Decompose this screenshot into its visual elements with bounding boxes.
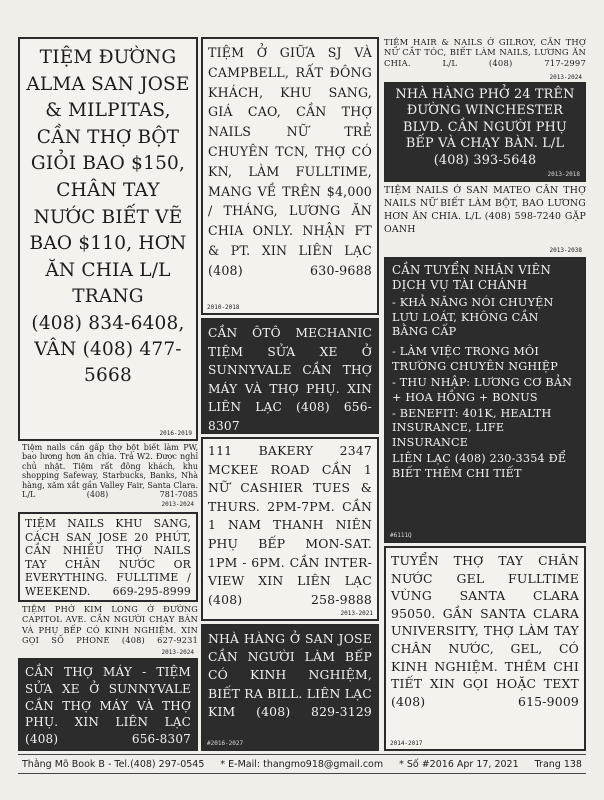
ad-pho-24-code: 2013-2018 bbox=[547, 171, 580, 178]
ad-alma-san-jose bbox=[18, 37, 198, 441]
footer-issue: * Số #2016 Apr 17, 2021 bbox=[399, 758, 519, 770]
ad-dich-vu-tai-chanh bbox=[384, 257, 586, 543]
ad-nha-hang-sj-code: #2016-2027 bbox=[207, 740, 244, 747]
ad-sj-campbell-code: 2010-2018 bbox=[207, 304, 240, 311]
ad-111-bakery bbox=[201, 437, 379, 621]
ad-alma-code: 2016-2019 bbox=[159, 430, 192, 437]
ad-gel-text: TUYỂN THỢ TAY CHÂN NƯỚC GEL FULLTIME VÙNG SANTA CLARA 95050. GẦN SANTA CLARA UNIVERSITY, THỢ LÀM TAY CHÂN NƯỚC, GEL, CÓ KINH NGHIỆM. THÊM CHI TIẾT XIN GỌI HOẶC TEXT (408) 615-9009 bbox=[391, 553, 579, 709]
ad-finance-line-1: - KHẢ NĂNG NÓI CHUYỆN LƯU LOÁT, KHÔNG CẦN BẰNG CẤP bbox=[392, 296, 554, 338]
ad-pho-kim-long bbox=[22, 604, 198, 656]
ad-finance-code: #6111Q bbox=[390, 532, 412, 539]
ad-san-mateo-code: 2013-2038 bbox=[549, 247, 582, 254]
ad-nha-hang-sj-text: NHÀ HÀNG Ở SAN JOSE CẦN NGƯỜI LÀM BẾP CÓ KINH NGHIỆM, BIẾT RA BILL. LIÊN LẠC KIM (408) 829-3129 bbox=[208, 631, 372, 719]
footer-publisher: Thằng Mõ Book B - Tel.(408) 297-0545 bbox=[22, 758, 205, 770]
ad-nails-khu-sang-text: TIỆM NAILS KHU SANG, CÁCH SAN JOSE 20 PHÚT, CẦN NHIỀU THỢ NAILS TAY CHÂN NƯỚC OR EVERYTHING. FULLTIME / WEEKEND. 669-295-8999 bbox=[25, 517, 191, 598]
ad-nha-hang-san-jose bbox=[201, 624, 379, 751]
ad-pho-24-text: NHÀ HÀNG PHỞ 24 TRÊN ĐƯỜNG WINCHESTER BLVD. CẦN NGƯỜI PHỤ BẾP VÀ CHẠY BÀN. L/L (408) 393-5648 bbox=[395, 87, 575, 168]
ad-tho-tay-chan-nuoc-gel bbox=[384, 546, 586, 751]
ad-alma-phone1: (408) 834-6408, bbox=[31, 312, 185, 334]
ad-sj-campbell bbox=[201, 37, 379, 315]
ad-alma-phone2: VÂN (408) 477-5668 bbox=[34, 338, 182, 386]
ad-nails-pw-text: Tiệm nails cần gấp thợ bột biết làm PW, bao lương hơn ăn chia. Trả W2. Được nghỉ chủ nhật. Tiệm rất đông khách, khu shopping Safeway, Starbucks, Banks, Nhà hàng, xăm xắt gần Valley Fair, Santa Clara. L/L (408) 781-7085 bbox=[22, 443, 198, 500]
ad-nails-pw bbox=[22, 443, 198, 509]
ad-111-bakery-text: 111 BAKERY 2347 MCKEE ROAD CẦN 1 NỮ CASHIER TUES & THURS. 2PM-7PM. CẦN 1 NAM THANH NIÊN PHỤ BẾP MON-SAT. 1PM - 6PM. CẦN INTER-VIEW XIN LIÊN LẠC (408) 258-9888 bbox=[208, 443, 372, 607]
footer-page-number: Trang 138 bbox=[534, 758, 582, 770]
ad-pho-kim-long-code: 2013-2024 bbox=[161, 649, 194, 656]
ad-finance-line-5: LIÊN LẠC (408) 230-3354 ĐỂ BIẾT THÊM CHI TIẾT bbox=[392, 452, 567, 480]
ad-finance-title: CẦN TUYỂN NHÂN VIÊN DỊCH VỤ TÀI CHÁNH bbox=[392, 263, 552, 292]
ad-finance-line-2: - LÀM VIỆC TRONG MÔI TRƯỜNG CHUYÊN NGHIỆP bbox=[392, 345, 559, 373]
ad-tho-may-text: CẦN THỢ MÁY - TIỆM SỬA XE Ở SUNNYVALE CẦN THỢ MÁY VÀ THỢ PHỤ. XIN LIÊN LẠC (408) 656-8307 bbox=[25, 665, 191, 747]
ad-finance-line-4: - BENEFIT: 401K, HEALTH INSURANCE, LIFE INSURANCE bbox=[392, 407, 552, 449]
ad-gilroy-code: 2013-2024 bbox=[549, 74, 582, 81]
ad-tho-may-sunnyvale bbox=[18, 658, 198, 751]
ad-oto-mechanic-text: CẦN ÔTÔ MECHANIC TIỆM SỬA XE Ở SUNNYVALE CẦN THỢ MÁY VÀ THỢ PHỤ. XIN LIÊN LẠC (408) 656-8307 bbox=[208, 326, 372, 433]
ad-gilroy-text: TIỆM HAIR & NAILS Ở GILROY, CẦN THỢ NỮ CẮT TÓC, BIẾT LÀM NAILS, LƯƠNG ĂN CHIA. L/L (408) 717-2997 bbox=[384, 37, 586, 68]
ad-nails-san-mateo bbox=[384, 184, 586, 254]
ad-nails-khu-sang bbox=[18, 512, 198, 602]
ad-oto-mechanic bbox=[201, 318, 379, 434]
ad-pho-kim-long-text: TIỆM PHỞ KIM LONG Ở ĐƯỜNG CAPITOL AVE. CẦN NGƯỜI CHẠY BÀN VÀ PHỤ BẾP CÓ KINH NGHIỆM. XIN GỌI SỐ PHONE (408) 627-9231 bbox=[22, 604, 198, 646]
ad-gel-code: 2014-2017 bbox=[390, 740, 423, 747]
ad-hair-nails-gilroy bbox=[384, 37, 586, 81]
ad-nails-pw-code: 2013-2024 bbox=[161, 500, 194, 508]
ad-finance-line-3: - THU NHẬP: LƯƠNG CƠ BẢN + HOA HỒNG + BONUS bbox=[392, 376, 573, 404]
ad-alma-text: TIỆM ĐƯỜNG ALMA SAN JOSE & MILPITAS, CẦN THỢ BỘT GIỎI BAO $150, CHÂN TAY NƯỚC BIẾT VẼ BAO $110, HƠN ĂN CHIA L/L TRANG bbox=[26, 47, 190, 308]
page-footer bbox=[18, 754, 586, 774]
ad-111-bakery-code: 2013-2021 bbox=[340, 610, 373, 617]
ad-pho-24 bbox=[384, 82, 586, 182]
footer-email: * E-Mail: thangmo918@gmail.com bbox=[220, 758, 384, 770]
ad-sj-campbell-text: TIỆM Ở GIỮA SJ VÀ CAMPBELL, RẤT ĐÔNG KHÁCH, KHU SANG, GIÁ CAO, CẦN THỢ NAILS NỮ TRẺ CHUYÊN TCN, THỢ CÓ KN, LÀM FULLTIME, MANG VỀ TRÊN $4,000 / THÁNG, LƯƠNG ĂN CHIA ONLY. NHẬN FT & PT. XIN LIÊN LẠC (408) 630-9688 bbox=[208, 45, 372, 278]
ad-san-mateo-text: TIỆM NAILS Ở SAN MATEO CẦN THỢ NAILS NỮ BIẾT LÀM BỘT, BAO LƯƠNG HƠN ĂN CHIA. L/L (408) 598-7240 GẶP OANH bbox=[384, 185, 586, 235]
